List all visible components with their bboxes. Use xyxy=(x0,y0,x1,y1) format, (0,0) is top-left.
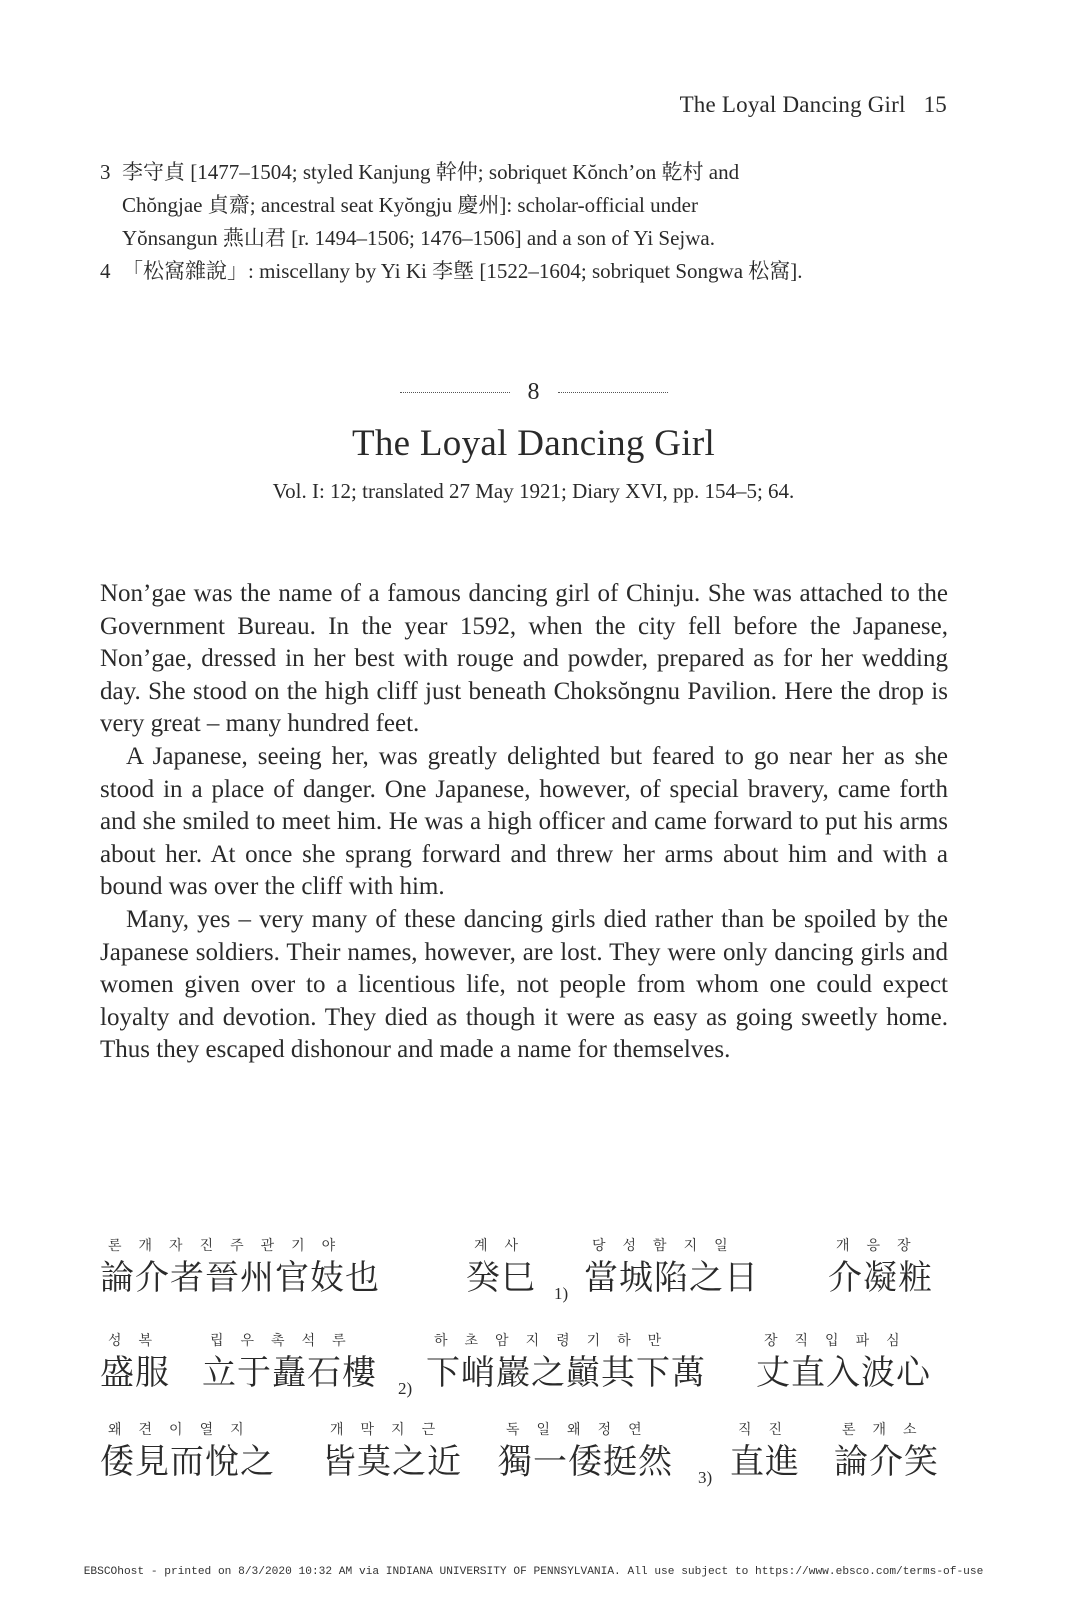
hanja-text: 下峭巖之巓其下萬 xyxy=(426,1353,706,1393)
hanja-text: 介凝粧 xyxy=(828,1258,933,1298)
right-dotted-rule xyxy=(558,392,668,393)
kanbun-line xyxy=(100,1331,960,1398)
kanbun-segment xyxy=(584,1236,759,1300)
hangul-gloss: 성복 xyxy=(108,1333,170,1349)
hanja-text: 倭見而悅之 xyxy=(100,1442,275,1482)
kanbun-segment xyxy=(834,1420,939,1484)
note-marker: 1) xyxy=(554,1284,569,1303)
hangul-gloss: 직진 xyxy=(738,1422,800,1438)
kanbun-segment xyxy=(202,1331,413,1398)
chapter-number: 8 xyxy=(527,378,540,405)
kanbun-line xyxy=(100,1420,960,1487)
hanja-text: 盛服 xyxy=(100,1353,170,1393)
kanbun-segment xyxy=(100,1331,170,1395)
footnote-line: Chŏngjae 貞齋; ancestral seat Kyŏngju 慶州]: scholar-official under xyxy=(122,193,698,217)
kanbun-segment xyxy=(498,1420,713,1487)
kanbun-segment xyxy=(828,1236,933,1300)
body-text xyxy=(100,578,948,1067)
hangul-gloss: 립우촉석루 xyxy=(210,1333,363,1349)
hanja-text: 癸巳 xyxy=(466,1258,536,1298)
hangul-gloss: 론개자진주관기야 xyxy=(108,1238,353,1254)
footnote-3 xyxy=(100,156,960,255)
footnotes xyxy=(100,156,960,288)
footnote-line: Yŏnsangun 燕山君 [r. 1494–1506; 1476–1506] and a son of Yi Sejwa. xyxy=(122,226,716,250)
hanja-text: 皆莫之近 xyxy=(322,1442,462,1482)
hanja-text: 丈直入波心 xyxy=(756,1353,931,1393)
kanbun-segment xyxy=(756,1331,931,1395)
running-head-title: The Loyal Dancing Girl xyxy=(679,92,906,117)
source-note: Vol. I: 12; translated 27 May 1921; Diary XVI, pp. 154–5; 64. xyxy=(272,479,795,503)
hangul-gloss: 장직입파심 xyxy=(764,1333,917,1349)
kanbun-line xyxy=(100,1236,960,1303)
kanbun-segment xyxy=(730,1420,800,1484)
chapter-heading xyxy=(0,376,1067,504)
paragraph: A Japanese, seeing her, was greatly delighted but feared to go near her as she stood in a place of danger. One Japanese, however, of special bravery, came forth and she smiled to meet him. He was a high officer and came forward to put his arms about her. At once she sprang forward and threw her arms about him and with a bound was over the cliff with him. xyxy=(100,742,948,901)
hangul-gloss: 독일왜정연 xyxy=(506,1422,659,1438)
note-marker: 2) xyxy=(398,1379,413,1398)
hanja-text: 論介者晉州官妓也 xyxy=(100,1258,380,1298)
running-head xyxy=(680,92,947,118)
chapter-title: The Loyal Dancing Girl xyxy=(351,423,716,464)
kanbun-segment xyxy=(466,1236,569,1303)
paragraph: Many, yes – very many of these dancing girls died rather than be spoiled by the Japanese soldiers. Their names, however, are lost. They were only dancing girls and women given over to a licentious life, not people from whom one could expect loyalty and devotion. They died as though it were as easy as going sweetly home. Thus they escaped dishonour and made a name for themselves. xyxy=(100,905,948,1064)
hanja-text: 立于矗石樓 xyxy=(202,1353,377,1393)
footnote-number: 3 xyxy=(100,160,111,184)
hangul-gloss: 하초암지령기하만 xyxy=(434,1333,679,1349)
hangul-gloss: 당성함지일 xyxy=(592,1238,745,1254)
footnote-line: 「松窩雜說」: miscellany by Yi Ki 李墍 [1522–1604; sobriquet Songwa 松窩]. xyxy=(122,259,803,283)
hangul-gloss: 계사 xyxy=(474,1238,536,1254)
hanja-text: 論介笑 xyxy=(834,1442,939,1482)
hangul-gloss: 개막지근 xyxy=(330,1422,453,1438)
footnote-4 xyxy=(100,255,960,288)
hanja-text: 直進 xyxy=(730,1442,800,1482)
paragraph: Non’gae was the name of a famous dancing girl of Chinju. She was attached to the Government Bureau. In the year 1592, when the city fell before the Japanese, Non’gae, dressed in her best with rouge and powder, prepared as for her wedding day. She stood on the high cliff just beneath Choksŏngnu Pavilion. Here the drop is very great – many hundred feet. xyxy=(100,580,948,738)
hangul-gloss: 론개소 xyxy=(842,1422,934,1438)
kanbun-segment xyxy=(426,1331,706,1395)
footnote-number: 4 xyxy=(100,259,111,283)
footnote-line: 李守貞 [1477–1504; styled Kanjung 幹仲; sobriquet Kŏnch’on 乾村 and xyxy=(122,160,740,184)
note-marker: 3) xyxy=(698,1468,713,1487)
kanbun-segment xyxy=(100,1236,380,1300)
print-footer: EBSCOhost - printed on 8/3/2020 10:32 AM via INDIANA UNIVERSITY OF PENNSYLVANIA. All use subject to https://www.ebsco.com/terms-of-use xyxy=(83,1566,984,1578)
hanja-text: 獨一倭挺然 xyxy=(498,1442,673,1482)
hangul-gloss: 개응장 xyxy=(836,1238,928,1254)
hangul-gloss: 왜견이열지 xyxy=(108,1422,261,1438)
kanbun-segment xyxy=(322,1420,462,1484)
left-dotted-rule xyxy=(400,392,510,393)
hanja-text: 當城陷之日 xyxy=(584,1258,759,1298)
kanbun-segment xyxy=(100,1420,275,1484)
page-number: 15 xyxy=(923,92,947,117)
